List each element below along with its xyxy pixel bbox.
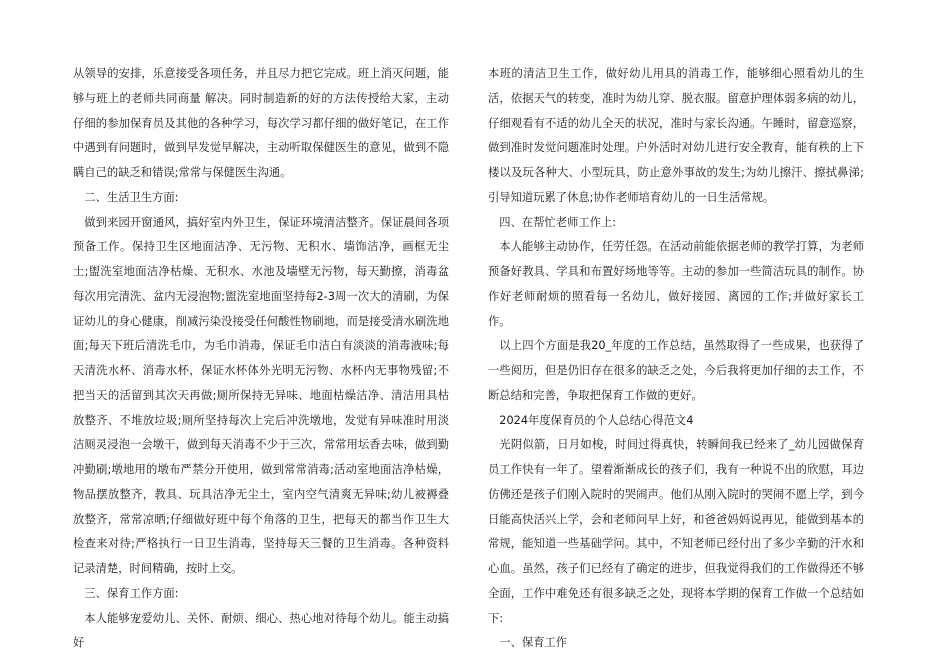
- paragraph: 本人能够主动协作，任劳任怨。在活动前能依据老师的教学打算，为老师预备好教具、学具和布置好场地等等。主动的参加一些简洁玩具的制作。协作好老师耐烦的照看每一名幼儿，做好接园、离园的工作;并做好家长工作。: [488, 240, 864, 328]
- section-heading: 一、保育工作: [499, 636, 568, 650]
- paragraph: 本人能够宠爱幼儿、关怀、耐烦、细心、热心地对待每个幼儿。能主动搞好: [73, 611, 449, 650]
- paragraph: 做到来园开窗通风，搞好室内外卫生，保证环境清洁整齐。保证晨间各项预备工作。保持卫生区地面洁净、无污物、无积水、墙饰洁净，画框无尘土;盥洗室地面洁净枯燥、无积水、水池及墙壁无污物，每天勤擦，消毒盆每次用完清洗、盆内无浸泡物;盥洗室地面坚持每2-3周一次大的清刷，为保证幼儿的身心健康，削减污染没接受任何酸性物刷地，而是接受清水刷洗地面;每天下班后清洗毛巾，为毛巾消毒，保证毛巾洁白有淡淡的消毒液味;每天清洗水杯、消毒水杯，保证水杯体外光明无污物、水杯内无事物残留;不把当天的活留到其次天再做;厕所保持无异味、地面枯燥洁净、清洁用具枯放整齐、不堆放垃圾;厕所坚持每次上完后冲洗墩地，发觉有异味准时用淡洁厕灵浸泡一会墩干，做到每天消毒不少于三次，常常用坛香去味，做到勤冲勤刷;墩地用的墩布严禁分开使用，做到常常消毒;活动室地面洁净枯燥，物品摆放整齐，教具、玩具洁净无尘土，室内空气清爽无异味;幼儿被褥叠放整齐，常常凉晒;仔细做好班中每个角落的卫生，把每天的都当作卫生大检查来对待;严格执行一日卫生消毒，坚持每天三餐的卫生消毒。各种资料记录清楚，时间精确，按时上交。: [73, 215, 449, 575]
- paragraph: 本班的清洁卫生工作，做好幼儿用具的消毒工作，能够细心照看幼儿的生活，依据天气的转变，准时为幼儿穿、脱衣服。留意护理体弱多病的幼儿，仔细观看有不适的幼儿全天的状况，准时与家长沟通。午睡时，留意巡察，做到准时发觉问题准时处理。户外活时对幼儿进行安全教育，能有秩的上下楼以及玩各种大、小型玩具，防止意外事故的发生;为幼儿擦汗、擦拭鼻涕;引导知道玩累了休息;协作老师培育幼儿的一日生活常规。: [488, 67, 864, 204]
- section-heading: 二、生活卫生方面:: [84, 190, 179, 204]
- paragraph: 光阴似箭，日月如梭，时间过得真快，转瞬间我已经来了_幼儿园做保育员工作快有一年了。望着渐渐成长的孩子们，我有一种说不出的欣慰，耳边仿佛还是孩子们刚入院时的哭闹声。他们从刚入院时的哭闹不愿上学，到今日能高快活兴上学，会和老师问早上好，和爸爸妈妈说再见，能做到基本的常规，能知道一些基础学问。其中，不知老师已经付出了多少辛勤的汗水和心血。虽然，孩子们已经有了确定的进步，但我觉得我们的工作做得还不够全面，工作中难免还有很多缺乏之处，现将本学期的保育工作做一个总结如下:: [488, 438, 864, 625]
- section-heading: 四、在帮忙老师工作上:: [499, 215, 617, 229]
- article-title: 2024年度保育员的个人总结心得范文4: [499, 413, 694, 427]
- section-heading: 三、保育工作方面:: [84, 586, 179, 600]
- paragraph: 以上四个方面是我20_年度的工作总结，虽然取得了一些成果，也获得了一些阅历，但是仍旧存在很多的缺乏之处，今后我将更加仔细的去工作，不断总结和完善，争取把保育工作做的更好。: [488, 339, 864, 402]
- paragraph: 从领导的安排，乐意接受各项任务，并且尽力把它完成。班上消灭问题，能够与班上的老师共同商量 解决。同时制造新的好的方法传授给大家，主动仔细的参加保育员及其他的各种学习，每次学习都仔细的做好笔记，在工作中遇到有问题时，做到早发觉早解决，主动听取保健医生的意见，做到不隐瞒自己的缺乏和错误;常常与保健医生沟通。: [73, 67, 449, 179]
- right-column: [488, 62, 864, 656]
- left-column: [73, 62, 449, 656]
